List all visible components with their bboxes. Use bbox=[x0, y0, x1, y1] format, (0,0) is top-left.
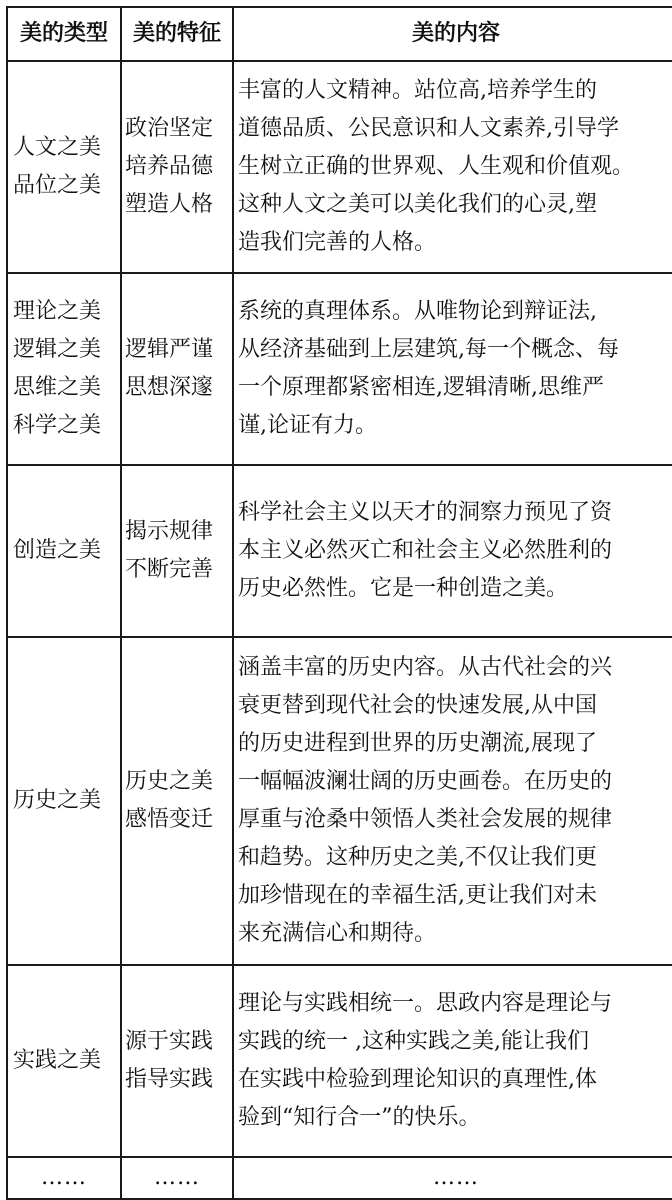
type-cell: 实践之美 bbox=[7, 965, 121, 1157]
table-row bbox=[7, 637, 672, 965]
table-row bbox=[7, 965, 672, 1157]
type-cell: 人文之美 品位之美 bbox=[7, 61, 121, 273]
header-type: 美的类型 bbox=[7, 7, 121, 61]
content-ellipsis bbox=[233, 1157, 672, 1199]
table-row bbox=[7, 465, 672, 637]
header-feature: 美的特征 bbox=[121, 7, 233, 61]
content-cell: 丰富的人文精神。站位高,培养学生的 道德品质、公民意识和人文素养,引导学 生树立正确的世界观、人生观和价值观。 这种人文之美可以美化我们的心灵,塑 造我们完善的人格。 bbox=[233, 61, 672, 273]
feature-ellipsis bbox=[121, 1157, 233, 1199]
type-cell: 创造之美 bbox=[7, 465, 121, 637]
feature-cell: 源于实践 指导实践 bbox=[121, 965, 233, 1157]
beauty-types-table bbox=[6, 6, 672, 1200]
content-cell: 科学社会主义以天才的洞察力预见了资 本主义必然灭亡和社会主义必然胜利的 历史必然性。它是一种创造之美。 bbox=[233, 465, 672, 637]
type-cell: 历史之美 bbox=[7, 637, 121, 965]
header-row bbox=[7, 7, 672, 61]
table-row bbox=[7, 273, 672, 465]
ellipsis-text: …… bbox=[154, 1165, 200, 1190]
type-ellipsis bbox=[7, 1157, 121, 1199]
ellipsis-row bbox=[7, 1157, 672, 1199]
feature-cell: 揭示规律 不断完善 bbox=[121, 465, 233, 637]
feature-cell: 历史之美 感悟变迁 bbox=[121, 637, 233, 965]
ellipsis-text: …… bbox=[41, 1165, 87, 1190]
content-cell: 系统的真理体系。从唯物论到辩证法, 从经济基础到上层建筑,每一个概念、每 一个原理都紧密相连,逻辑清晰,思维严 谨,论证有力。 bbox=[233, 273, 672, 465]
ellipsis-text: …… bbox=[433, 1165, 479, 1190]
feature-cell: 逻辑严谨 思想深邃 bbox=[121, 273, 233, 465]
content-cell: 理论与实践相统一。思政内容是理论与 实践的统一 ,这种实践之美,能让我们 在实践中检验到理论知识的真理性,体 验到“知行合一”的快乐。 bbox=[233, 965, 672, 1157]
type-cell: 理论之美 逻辑之美 思维之美 科学之美 bbox=[7, 273, 121, 465]
table-row bbox=[7, 61, 672, 273]
content-cell: 涵盖丰富的历史内容。从古代社会的兴 衰更替到现代社会的快速发展,从中国 的历史进程到世界的历史潮流,展现了 一幅幅波澜壮阔的历史画卷。在历史的 厚重与沧桑中领悟人类社会发展的规律 和趋势。这种历史之美,不仅让我们更 加珍惜现在的幸福生活,更让我们对未 来充满信心和期待。 bbox=[233, 637, 672, 965]
feature-cell: 政治坚定 培养品德 塑造人格 bbox=[121, 61, 233, 273]
header-content: 美的内容 bbox=[233, 7, 672, 61]
